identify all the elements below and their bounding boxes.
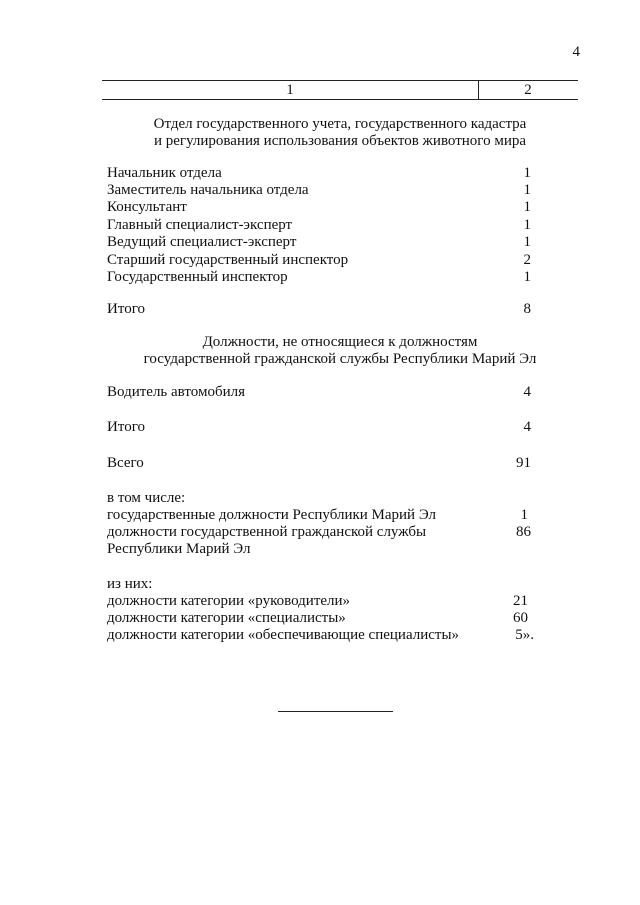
section2-total-label: Итого	[107, 419, 145, 435]
section1-row-label: Заместитель начальника отдела	[107, 182, 309, 198]
of-them-row-label: должности категории «специалисты»	[107, 610, 346, 626]
of-them-header: из них:	[107, 576, 153, 592]
of-them-row-value: 5».	[515, 627, 534, 643]
section2-total-value: 4	[523, 419, 531, 435]
table-header-top-rule	[102, 80, 578, 81]
section1-heading-line2: и регулирования использования объектов животного мира	[153, 133, 527, 149]
section1-row-label: Старший государственный инспектор	[107, 252, 349, 268]
section1-row-value: 1	[523, 234, 531, 250]
closing-rule	[278, 711, 393, 712]
section1-row-value: 1	[523, 199, 531, 215]
section1-row-label: Консультант	[107, 199, 187, 215]
section2-heading-line2: государственной гражданской службы Республики Марий Эл	[143, 351, 537, 367]
table-header-col2: 2	[524, 82, 532, 98]
page-number: 4	[572, 44, 580, 60]
section1-row-value: 1	[523, 165, 531, 181]
section1-row-value: 2	[523, 252, 531, 268]
section1-row-label: Главный специалист-эксперт	[107, 217, 293, 233]
including-header: в том числе:	[107, 490, 186, 506]
section1-total-label: Итого	[107, 301, 145, 317]
section1-row-label: Государственный инспектор	[107, 269, 288, 285]
section1-row-value: 1	[523, 182, 531, 198]
section1-heading-line1: Отдел государственного учета, государственного кадастра	[153, 116, 527, 132]
driver-value: 4	[523, 384, 531, 400]
including-row1-value: 1	[520, 507, 528, 523]
driver-label: Водитель автомобиля	[107, 384, 245, 400]
including-row1-label: государственные должности Республики Марий Эл	[107, 507, 437, 523]
of-them-row-value: 60	[513, 610, 528, 626]
table-header-col1: 1	[286, 82, 294, 98]
section1-row-value: 1	[523, 217, 531, 233]
grand-total-value: 91	[516, 455, 531, 471]
section1-row-label: Ведущий специалист-эксперт	[107, 234, 297, 250]
of-them-row-label: должности категории «руководители»	[107, 593, 351, 609]
including-row2-label-line1: должности государственной гражданской службы	[107, 524, 427, 540]
table-header-bottom-rule	[102, 99, 578, 100]
grand-total-label: Всего	[107, 455, 144, 471]
section1-row-value: 1	[523, 269, 531, 285]
including-row2-value: 86	[516, 524, 531, 540]
including-row2-label-line2: Республики Марий Эл	[107, 541, 251, 557]
section2-heading-line1: Должности, не относящиеся к должностям	[202, 334, 478, 350]
of-them-row-label: должности категории «обеспечивающие специалисты»	[107, 627, 460, 643]
section1-row-label: Начальник отдела	[107, 165, 222, 181]
of-them-row-value: 21	[513, 593, 528, 609]
section1-total-value: 8	[523, 301, 531, 317]
